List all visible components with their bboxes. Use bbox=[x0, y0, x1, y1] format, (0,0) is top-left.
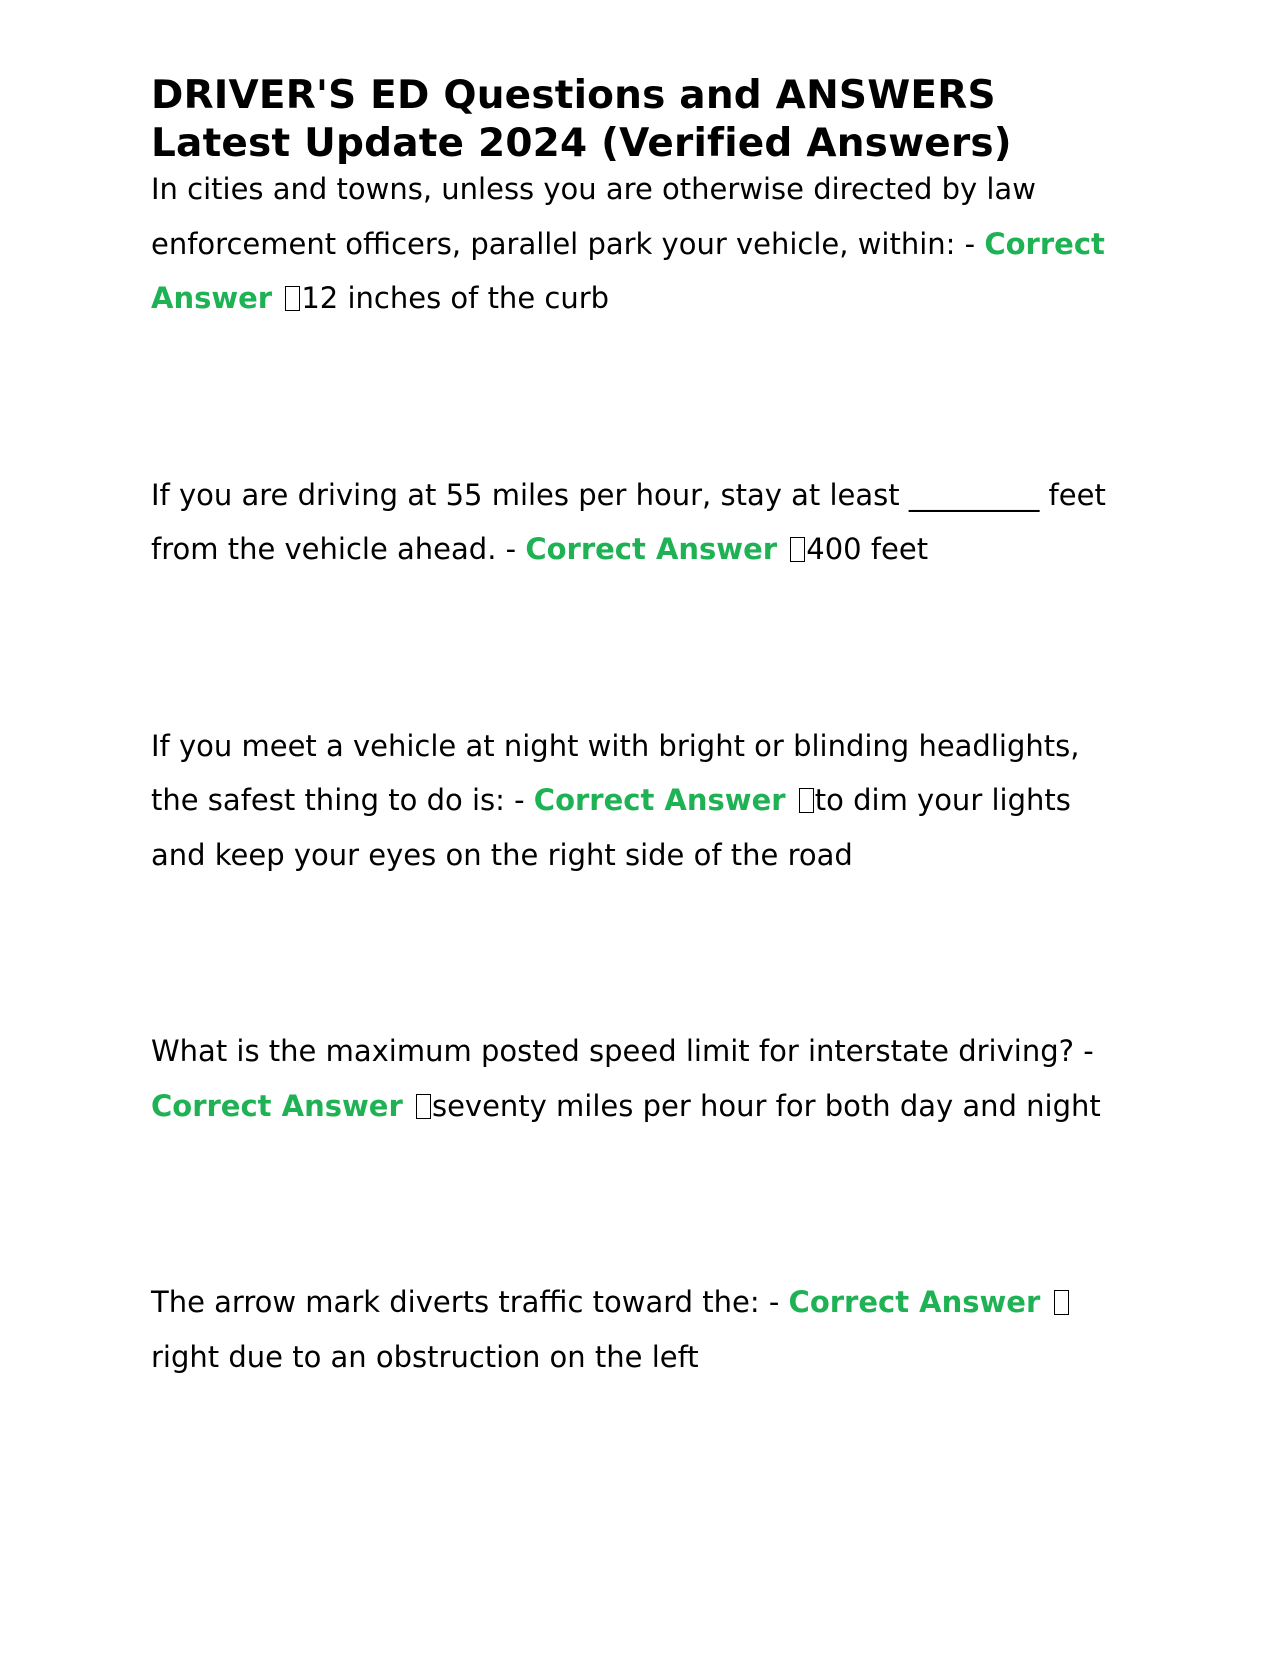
qa-item-4 bbox=[151, 1024, 1131, 1133]
question-text: If you are driving at 55 miles per hour, stay at least _________ feet from the vehicle ahead. - bbox=[151, 477, 1106, 566]
qa-item-5 bbox=[151, 1275, 1131, 1384]
title-line-1: DRIVER'S ED Questions and ANSWERS bbox=[151, 73, 996, 118]
question-text: If you meet a vehicle at night with bright or blinding headlights, the safest thing to do is: - bbox=[151, 728, 1080, 817]
missing-glyph-box-icon bbox=[1054, 1290, 1069, 1315]
missing-glyph-box-icon bbox=[416, 1094, 431, 1119]
question-text: The arrow mark diverts traffic toward the: - bbox=[151, 1285, 789, 1319]
document-title bbox=[151, 72, 1131, 168]
correct-answer-label: Correct Answer bbox=[533, 783, 786, 817]
question-text: What is the maximum posted speed limit for interstate driving? - bbox=[151, 1034, 1094, 1068]
correct-answer-label: Correct Answer bbox=[151, 1088, 403, 1123]
qa-item-3 bbox=[151, 719, 1131, 883]
qa-item-1 bbox=[151, 162, 1131, 326]
answer-text: right due to an obstruction on the left bbox=[151, 1339, 699, 1374]
missing-glyph-box-icon bbox=[790, 537, 805, 562]
correct-answer-label: Correct Answer bbox=[788, 1285, 1041, 1319]
correct-answer-label: Correct Answer bbox=[151, 226, 1105, 315]
question-text: In cities and towns, unless you are otherwise directed by law enforcement officers, parallel park your vehicle, within: - bbox=[151, 172, 1036, 261]
answer-text: 12 inches of the curb bbox=[301, 281, 610, 315]
missing-glyph-box-icon bbox=[285, 286, 300, 311]
document-page bbox=[151, 72, 1131, 1384]
correct-answer-label: Correct Answer bbox=[525, 532, 778, 566]
answer-text: seventy miles per hour for both day and night bbox=[431, 1088, 1101, 1123]
answer-text: to dim your lights and keep your eyes on the right side of the road bbox=[151, 783, 1071, 872]
title-line-2: Latest Update 2024 (Verified Answers) bbox=[151, 121, 1012, 166]
qa-item-2 bbox=[151, 468, 1131, 577]
answer-text: 400 feet bbox=[806, 532, 929, 566]
missing-glyph-box-icon bbox=[799, 788, 814, 813]
